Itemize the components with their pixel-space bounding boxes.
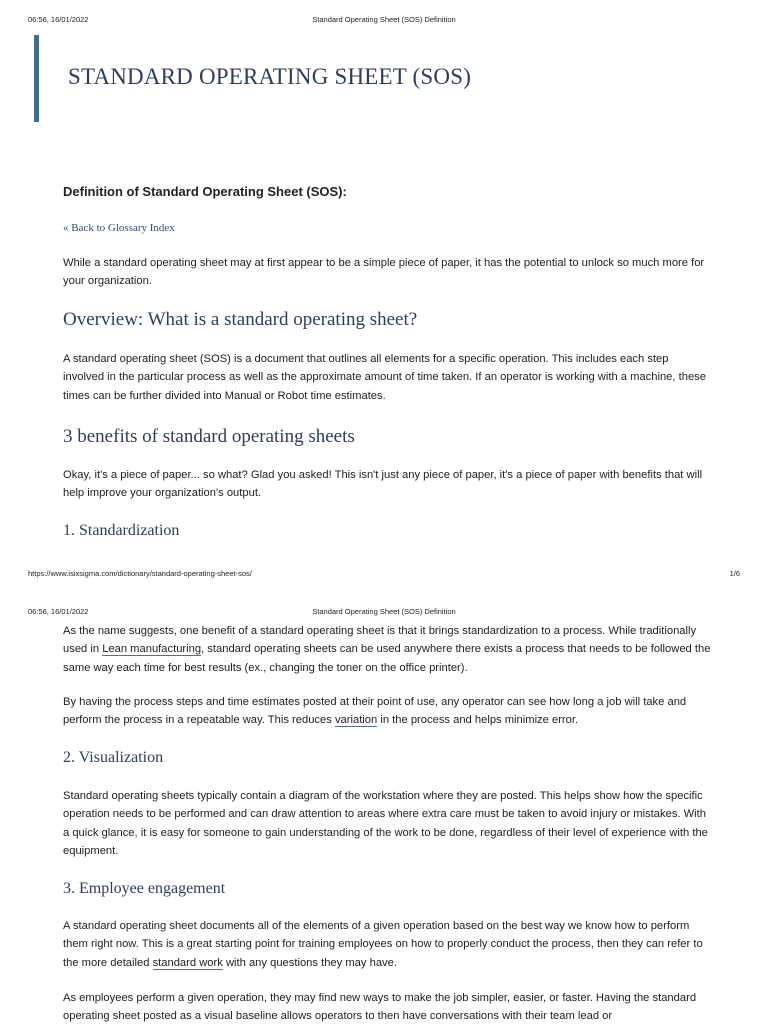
text-run: As the name suggests, one benefit of a standard operating sheet is that it brings standardization to a process. While traditionally used in	[63, 625, 697, 656]
standard-work-link[interactable]: standard work	[152, 956, 223, 969]
intro-paragraph: While a standard operating sheet may at first appear to be a simple piece of paper, it has the potential to unlock so much more for your organization.	[63, 257, 705, 288]
page-url[interactable]: https://www.isixsigma.com/dictionary/standard-operating-sheet-sos/	[28, 569, 252, 578]
benefits-heading: 3 benefits of standard operating sheets	[63, 426, 355, 447]
engagement-heading: 3. Employee engagement	[63, 880, 226, 897]
text-run: By having the process steps and time estimates posted at their point of use, any operator can see how long a job will take and perform the process in a repeatable way. This reduces	[63, 696, 687, 727]
benefits-paragraph: Okay, it's a piece of paper... so what? Glad you asked! This isn't just any piece of paper, it's a piece of paper with benefits that will help improve your organization's output.	[63, 469, 703, 500]
visualization-paragraph: Standard operating sheets typically contain a diagram of the workstation where they are posted. This helps show how the specific operation needs to be performed and can draw attention to areas where extra care must be taken to avoid injury or mistakes. With a quick glance, it is easy for someone to gain understanding of the work to be done, regardless of their level of experience with the equipment.	[63, 790, 708, 858]
standardization-paragraph-1	[63, 622, 711, 677]
page-number: 1/6	[729, 569, 740, 578]
title-accent-bar	[34, 35, 39, 122]
text-run: with any questions they may have.	[222, 956, 397, 969]
back-to-glossary-link[interactable]: « Back to Glossary Index	[63, 222, 175, 234]
print-title: Standard Operating Sheet (SOS) Definition	[312, 607, 456, 616]
lean-manufacturing-link[interactable]: Lean manufacturing	[102, 643, 202, 656]
standardization-heading: 1. Standardization	[63, 522, 180, 539]
back-link-row	[63, 218, 711, 236]
print-timestamp: 06:56, 16/01/2022	[28, 15, 89, 24]
overview-heading: Overview: What is a standard operating sheet?	[63, 309, 418, 330]
variation-link[interactable]: variation	[334, 714, 378, 727]
print-title: Standard Operating Sheet (SOS) Definition	[312, 15, 456, 24]
page-title: STANDARD OPERATING SHEET (SOS)	[68, 64, 472, 89]
print-timestamp: 06:56, 16/01/2022	[28, 607, 89, 616]
overview-paragraph: A standard operating sheet (SOS) is a document that outlines all elements for a specific operation. This includes each step involved in the particular process as well as the approximate amount of time taken. If an operator is working with a machine, these times can be further divided into Manual or Robot time estimates.	[63, 353, 706, 402]
engagement-paragraph-1	[63, 917, 711, 972]
engagement-paragraph-2: As employees perform a given operation, they may find new ways to make the job simpler, easier, or faster. Having the standard operating sheet posted as a visual baseline allows operators to then have conversations with their team lead or	[63, 992, 697, 1023]
definition-label: Definition of Standard Operating Sheet (SOS):	[63, 184, 347, 199]
visualization-heading: 2. Visualization	[63, 749, 164, 766]
text-run: A standard operating sheet documents all of the elements of a given operation based on the best way we know how to perform them right now. This is a great starting point for training employees on how to properly conduct the process, then they can refer to the more detailed	[63, 920, 703, 969]
standardization-paragraph-2	[63, 693, 711, 730]
text-run: , standard operating sheets can be used anywhere there exists a process that needs to be followed the same way each time for best results (ex., changing the toner on the office printer).	[63, 643, 711, 674]
text-run: in the process and helps minimize error.	[377, 714, 579, 727]
